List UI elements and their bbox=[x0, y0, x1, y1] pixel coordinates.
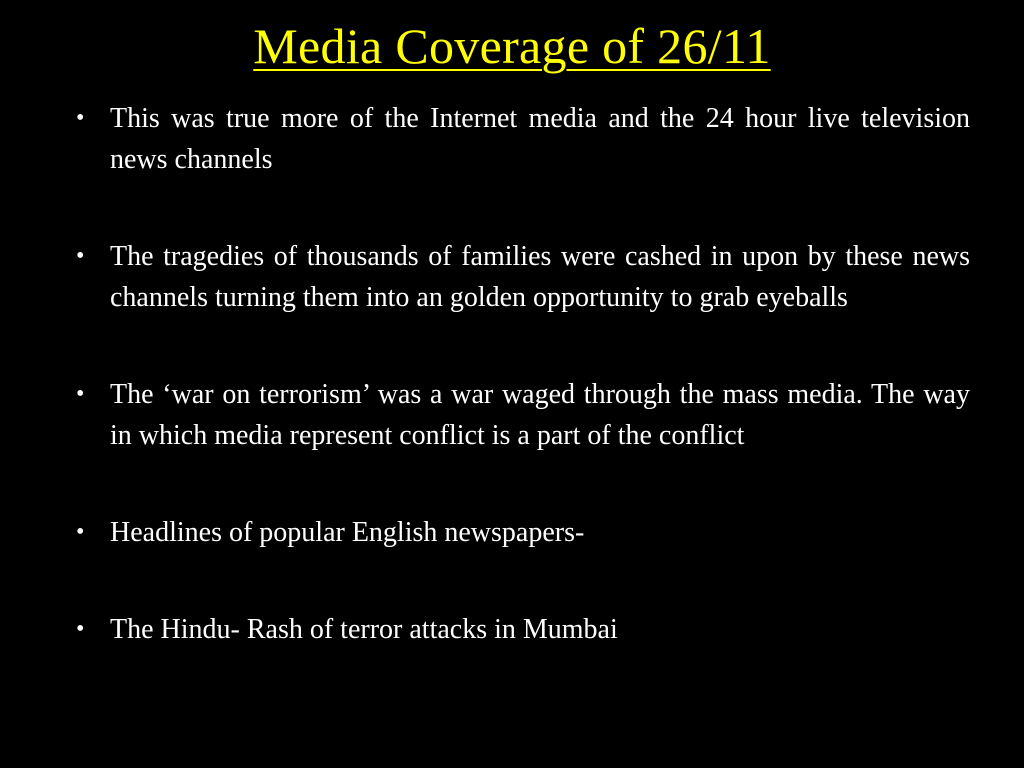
bullet-dot-icon: • bbox=[76, 243, 85, 269]
bullet-dot-icon: • bbox=[76, 519, 85, 545]
bullet-dot-icon: • bbox=[76, 105, 85, 131]
bullet-text: Headlines of popular English newspapers- bbox=[110, 517, 585, 548]
bullet-text: The ‘war on terrorism’ was a war waged through the mass media. The way in which media represent conflict is a part of the conflict bbox=[110, 379, 970, 451]
bullet-dot-icon: • bbox=[76, 616, 85, 642]
bullet-text: This was true more of the Internet media and the 24 hour live television news channels bbox=[110, 103, 970, 175]
bullet-text: The Hindu- Rash of terror attacks in Mumbai bbox=[110, 614, 618, 645]
bullet-item bbox=[72, 374, 970, 456]
bullet-list bbox=[72, 98, 970, 650]
bullet-item bbox=[72, 98, 970, 180]
slide-title: Media Coverage of 26/11 bbox=[253, 18, 771, 74]
bullet-item bbox=[72, 609, 970, 650]
bullet-item bbox=[72, 236, 970, 318]
bullet-item bbox=[72, 512, 970, 553]
bullet-text: The tragedies of thousands of families were cashed in upon by these news channels turning them into an golden opportunity to grab eyeballs bbox=[110, 241, 970, 313]
bullet-dot-icon: • bbox=[76, 381, 85, 407]
